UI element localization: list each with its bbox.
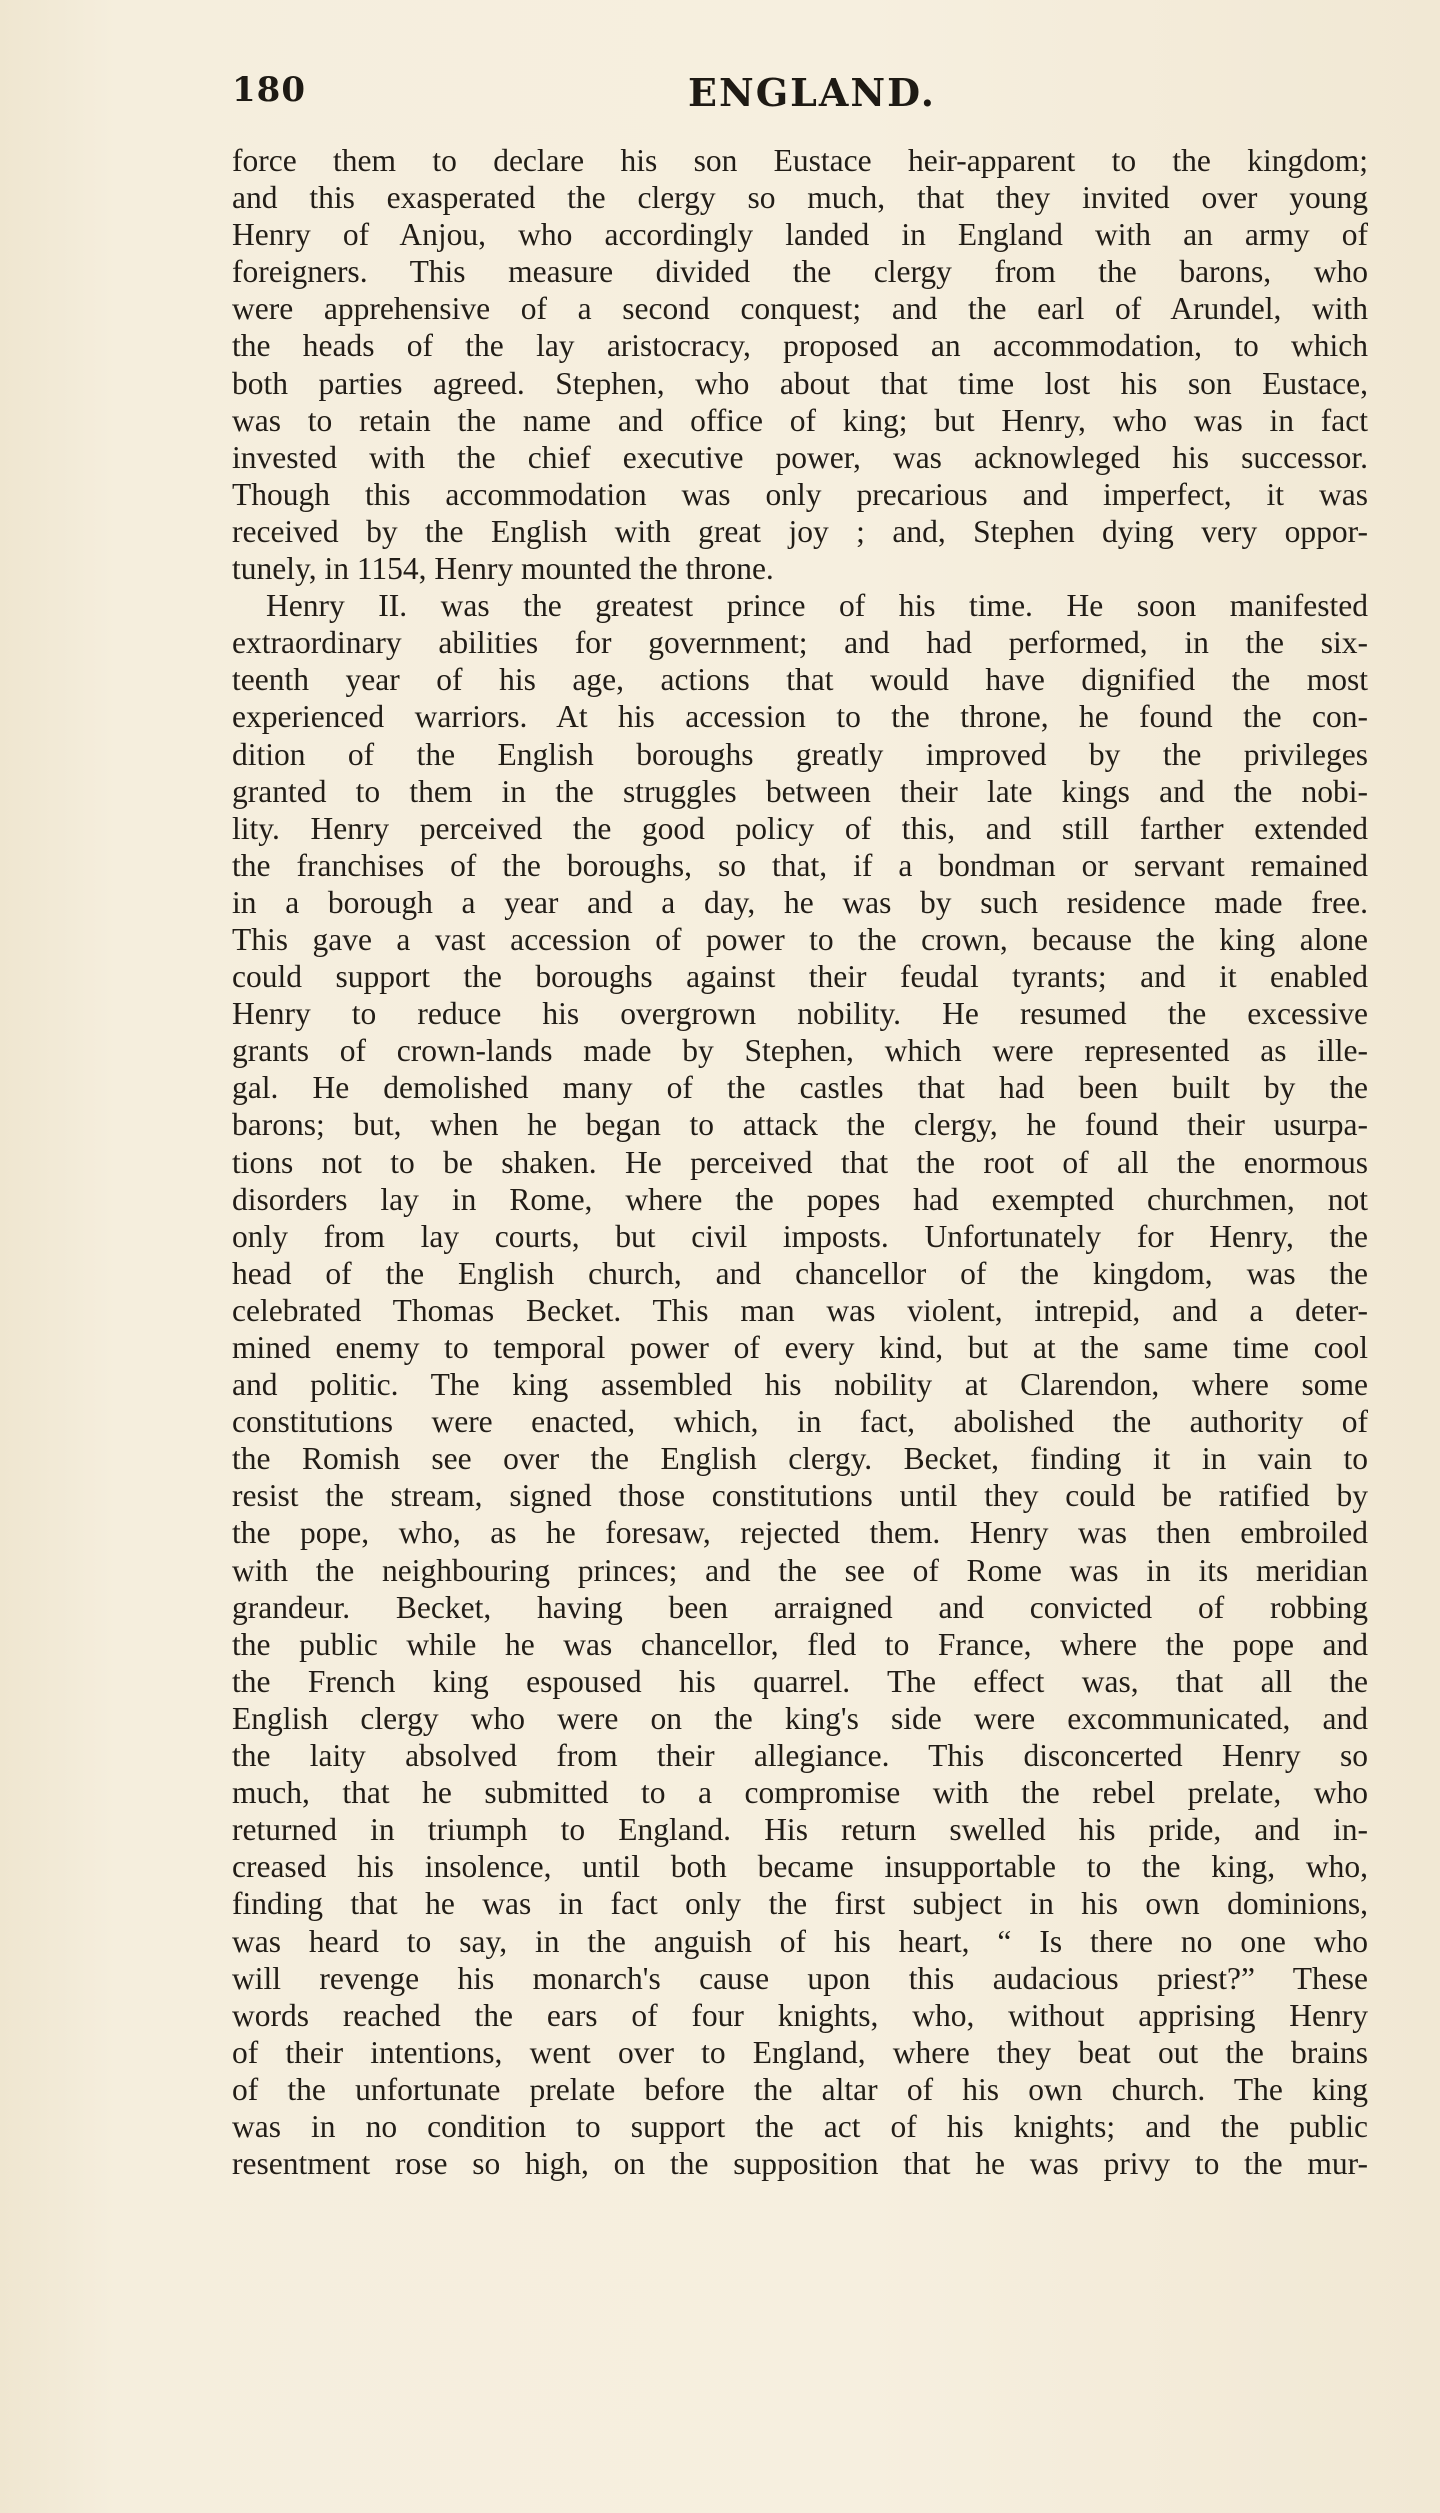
text-line: resist the stream, signed those constitutions until they could be ratified by (232, 1478, 1368, 1514)
page-header (232, 62, 1392, 122)
text-line: both parties agreed. Stephen, who about that time lost his son Eustace, (232, 365, 1368, 401)
text-line: barons; but, when he began to attack the clergy, he found their usurpa- (232, 1107, 1368, 1143)
text-line: finding that he was in fact only the first subject in his own dominions, (232, 1886, 1368, 1922)
text-line: foreigners. This measure divided the clergy from the barons, who (232, 254, 1368, 290)
text-line: celebrated Thomas Becket. This man was violent, intrepid, and a deter- (232, 1292, 1368, 1328)
text-line: gal. He demolished many of the castles that had been built by the (232, 1070, 1368, 1106)
text-line: words reached the ears of four knights, who, without apprising Henry (232, 1997, 1368, 2033)
text-line: the public while he was chancellor, fled to France, where the pope and (232, 1626, 1368, 1662)
text-line: was in no condition to support the act of his knights; and the public (232, 2108, 1368, 2144)
text-line: grandeur. Becket, having been arraigned and convicted of robbing (232, 1589, 1368, 1625)
text-line: much, that he submitted to a compromise with the rebel prelate, who (232, 1775, 1368, 1811)
text-line: teenth year of his age, actions that would have dignified the most (232, 662, 1368, 698)
text-line: force them to declare his son Eustace heir-apparent to the kingdom; (232, 143, 1368, 178)
text-line: invested with the chief executive power, was acknowleged his successor. (232, 439, 1368, 475)
text-line: of the unfortunate prelate before the altar of his own church. The king (232, 2071, 1368, 2107)
text-line: could support the boroughs against their feudal tyrants; and it enabled (232, 959, 1368, 995)
text-line: and politic. The king assembled his nobility at Clarendon, where some (232, 1367, 1368, 1403)
text-line: resentment rose so high, on the supposition that he was privy to the mur- (232, 2146, 1368, 2182)
text-line: Though this accommodation was only precarious and imperfect, it was (232, 476, 1368, 512)
text-line: the franchises of the boroughs, so that, if a bondman or servant remained (232, 847, 1368, 883)
text-line: extraordinary abilities for government; and had performed, in the six- (232, 625, 1368, 661)
text-line: Henry of Anjou, who accordingly landed in England with an army of (232, 217, 1368, 253)
text-line: was heard to say, in the anguish of his heart, “ Is there no one who (232, 1923, 1368, 1959)
text-line: creased his insolence, until both became insupportable to the king, who, (232, 1849, 1368, 1885)
text-line: only from lay courts, but civil imposts. Unfortunately for Henry, the (232, 1218, 1368, 1254)
text-line: the laity absolved from their allegiance. This disconcerted Henry so (232, 1738, 1368, 1774)
text-line: received by the English with great joy ; and, Stephen dying very oppor- (232, 513, 1368, 549)
text-line: disorders lay in Rome, where the popes had exempted churchmen, not (232, 1181, 1368, 1217)
running-head: ENGLAND. (688, 70, 936, 115)
text-line: was to retain the name and office of king; but Henry, who was in fact (232, 402, 1368, 438)
text-line: the heads of the lay aristocracy, proposed an accommodation, to which (232, 328, 1368, 364)
text-line: grants of crown-lands made by Stephen, which were represented as ille- (232, 1033, 1368, 1069)
text-line: Henry II. was the greatest prince of his time. He soon manifested (266, 588, 1368, 624)
text-line: English clergy who were on the king's side were excommunicated, and (232, 1700, 1368, 1736)
text-line: lity. Henry perceived the good policy of this, and still farther extended (232, 810, 1368, 846)
text-line: Henry to reduce his overgrown nobility. He resumed the excessive (232, 996, 1368, 1032)
text-line: tions not to be shaken. He perceived that the root of all the enormous (232, 1144, 1368, 1180)
text-line: of their intentions, went over to England, where they beat out the brains (232, 2034, 1368, 2070)
text-line: and this exasperated the clergy so much, that they invited over young (232, 180, 1368, 216)
text-line: in a borough a year and a day, he was by such residence made free. (232, 884, 1368, 920)
text-line: mined enemy to temporal power of every kind, but at the same time cool (232, 1330, 1368, 1365)
body-text (232, 142, 1368, 2182)
text-line: tunely, in 1154, Henry mounted the throne. (232, 551, 774, 587)
text-line: experienced warriors. At his accession to the throne, he found the con- (232, 699, 1368, 735)
text-line: constitutions were enacted, which, in fact, abolished the authority of (232, 1404, 1368, 1440)
text-line: the Romish see over the English clergy. Becket, finding it in vain to (232, 1441, 1368, 1477)
text-line: dition of the English boroughs greatly improved by the privileges (232, 736, 1368, 772)
text-line: the pope, who, as he foresaw, rejected them. Henry was then embroiled (232, 1515, 1368, 1551)
text-line: This gave a vast accession of power to the crown, because the king alone (232, 921, 1368, 957)
text-line: the French king espoused his quarrel. The effect was, that all the (232, 1663, 1368, 1699)
page-number: 180 (232, 70, 306, 110)
text-line: granted to them in the struggles between their late kings and the nobi- (232, 773, 1368, 809)
text-line: head of the English church, and chancellor of the kingdom, was the (232, 1255, 1368, 1291)
text-line: with the neighbouring princes; and the see of Rome was in its meridian (232, 1552, 1368, 1588)
text-line: were apprehensive of a second conquest; and the earl of Arundel, with (232, 291, 1368, 327)
text-line: returned in triumph to England. His return swelled his pride, and in- (232, 1812, 1368, 1848)
text-line: will revenge his monarch's cause upon this audacious priest?” These (232, 1960, 1368, 1996)
